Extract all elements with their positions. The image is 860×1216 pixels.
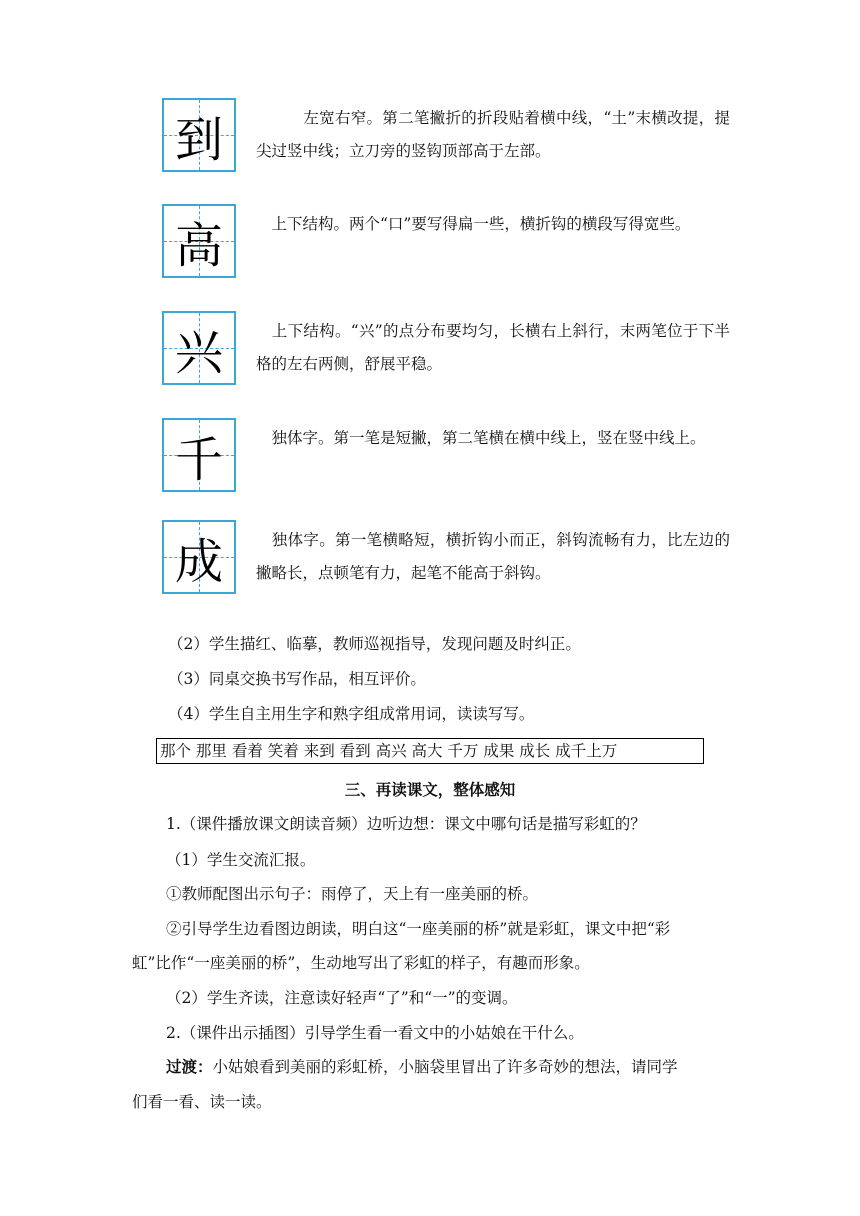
- step-line: （4）学生自主用生字和熟字组成常用词，读读写写。: [168, 705, 535, 723]
- paragraph: ②引导学生边看图边朗读，明白这“一座美丽的桥”就是彩虹，课文中把“彩: [166, 920, 671, 938]
- paragraph: [166, 1055, 678, 1077]
- transition-text: 小姑娘看到美丽的彩虹桥，小脑袋里冒出了许多奇妙的想法，请同学: [212, 1058, 678, 1076]
- vocabulary-box: 那个 那里 看着 笑着 来到 看到 高兴 高大 千万 成果 成长 成千上万: [156, 738, 704, 764]
- char-row-5: [162, 520, 732, 598]
- transition-label: 过渡：: [166, 1057, 213, 1076]
- section-title: 三、再读课文，整体感知: [344, 781, 516, 799]
- character-description: 上下结构。两个“口”要写得扁一些，横折钩的横段写得宽些。: [256, 215, 691, 233]
- character-description: 独体字。第一笔是短撇，第二笔横在横中线上，竖在竖中线上。: [256, 429, 706, 447]
- tianzige-grid: [162, 204, 236, 278]
- paragraph: 2.（课件出示插图）引导学生看一看文中的小姑娘在干什么。: [166, 1024, 584, 1042]
- character-glyph: 成: [174, 533, 223, 590]
- tianzige-grid: [162, 98, 236, 172]
- character-glyph: 兴: [174, 324, 223, 381]
- character-glyph: 千: [174, 431, 223, 488]
- paragraph: 1.（课件播放课文朗读音频）边听边想：课文中哪句话是描写彩虹的？: [166, 815, 646, 833]
- tianzige-grid: [162, 418, 236, 492]
- step-line: （3）同桌交换书写作品，相互评价。: [168, 670, 426, 688]
- char-row-1: [162, 98, 732, 176]
- paragraph-continuation: 们看一看、读一读。: [132, 1093, 272, 1111]
- character-glyph: 到: [174, 111, 223, 168]
- char-row-3: [162, 311, 732, 389]
- step-line: （2）学生描红、临摹，教师巡视指导，发现问题及时纠正。: [168, 635, 581, 653]
- character-glyph: 高: [174, 217, 223, 274]
- paragraph-continuation: 虹”比作“一座美丽的桥”，生动地写出了彩虹的样子，有趣而形象。: [132, 954, 590, 972]
- paragraph: ①教师配图出示句子：雨停了，天上有一座美丽的桥。: [166, 885, 539, 903]
- char-row-2: [162, 204, 732, 282]
- tianzige-grid: [162, 311, 236, 385]
- character-description: 上下结构。“兴”的点分布要均匀，长横右上斜行，末两笔位于下半格的左右两侧，舒展平稳。: [256, 322, 730, 373]
- character-description: 独体字。第一笔横略短，横折钩小而正，斜钩流畅有力，比左边的撇略长，点顿笔有力，起笔不能高于斜钩。: [256, 531, 730, 582]
- char-row-4: [162, 418, 732, 496]
- paragraph: （2）学生齐读，注意读好轻声“了”和“一”的变调。: [166, 989, 518, 1007]
- character-description: 左宽右窄。第二笔撇折的折段贴着横中线，“土”末横改提，提尖过竖中线；立刀旁的竖钩顶部高于左部。: [256, 109, 730, 160]
- tianzige-grid: [162, 520, 236, 594]
- paragraph: （1）学生交流汇报。: [166, 851, 316, 869]
